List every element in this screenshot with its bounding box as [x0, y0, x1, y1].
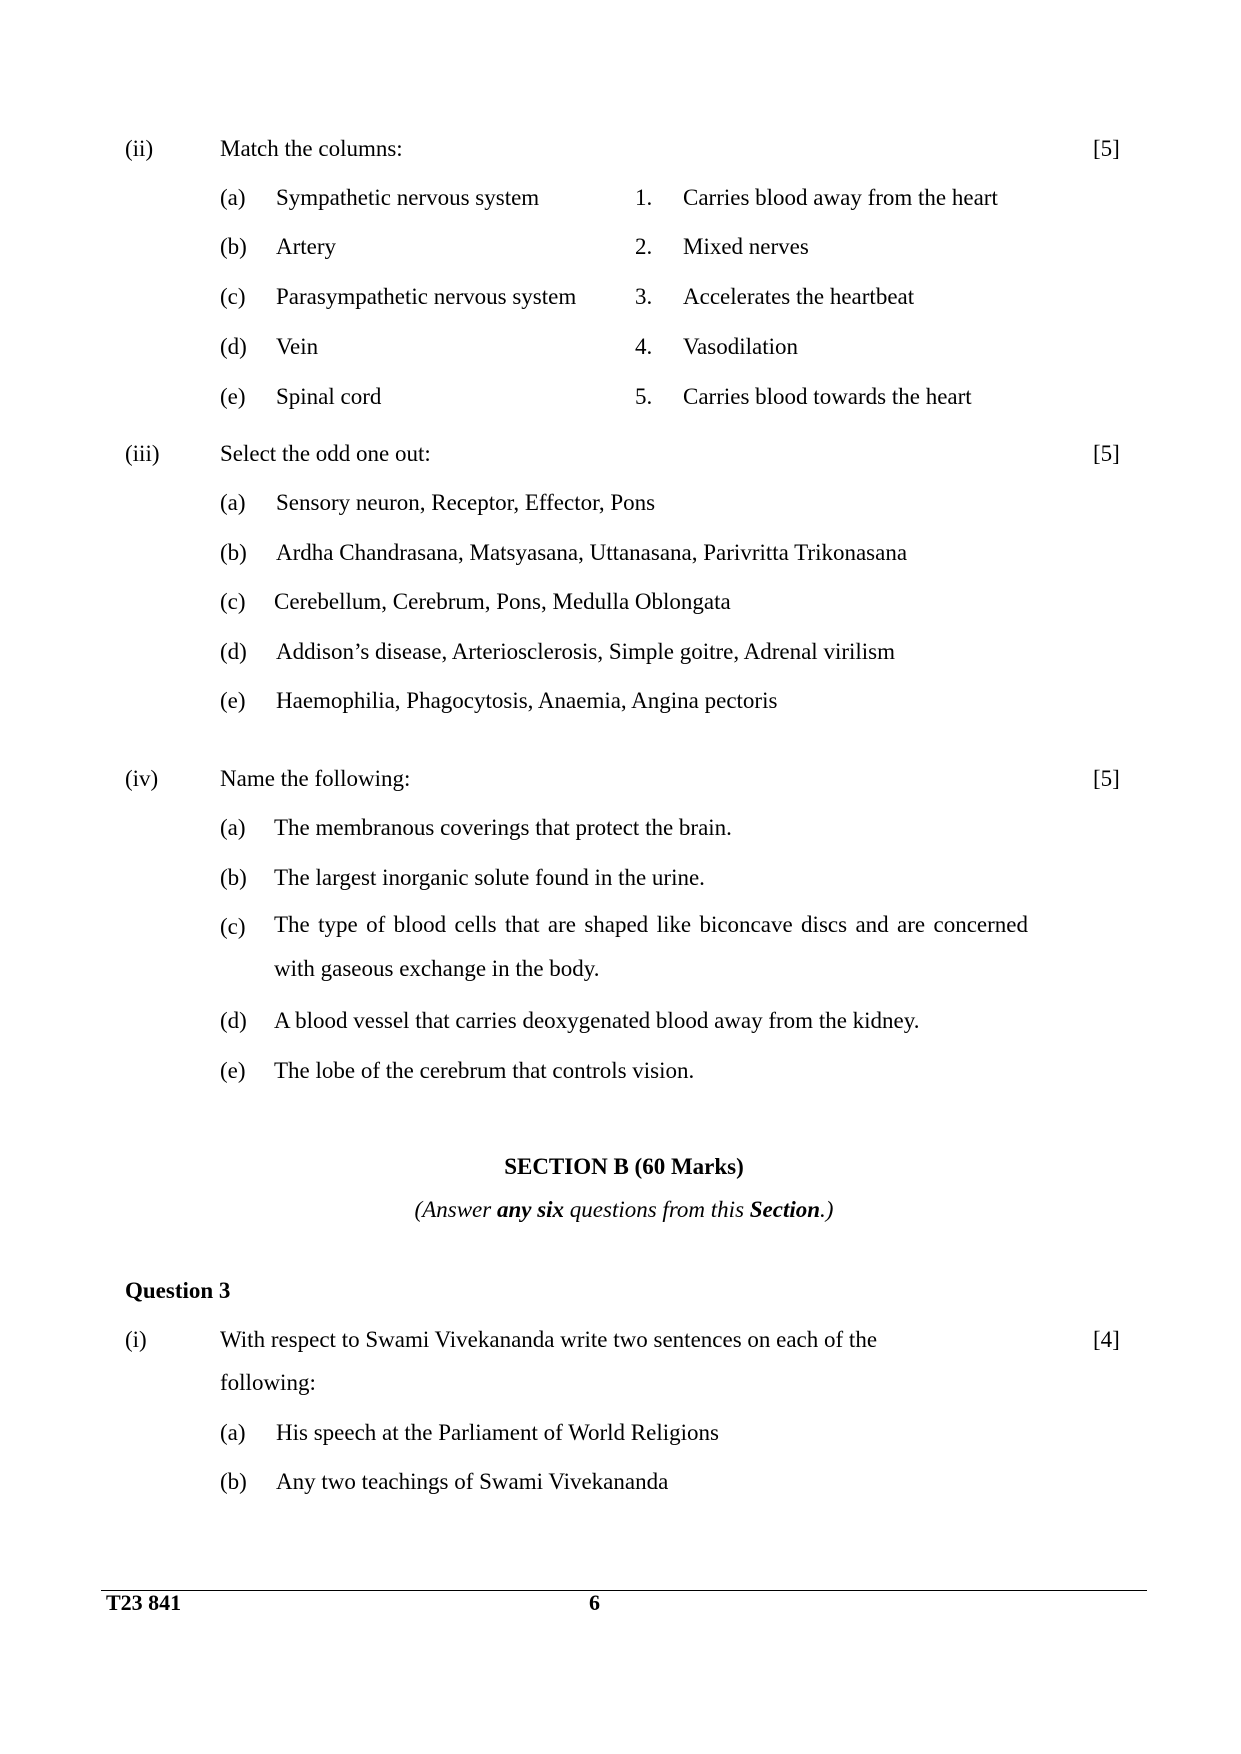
list-item: Ardha Chandrasana, Matsyasana, Uttanasana, Parivritta Trikonasana — [276, 540, 908, 565]
paper-code: T23 841 — [106, 1590, 182, 1615]
list-item: Cerebellum, Cerebrum, Pons, Medulla Oblongata — [274, 589, 731, 614]
section-title: SECTION B (60 Marks) — [504, 1154, 744, 1179]
list-item: The lobe of the cerebrum that controls vision. — [274, 1058, 695, 1083]
match-row-label: (e) — [220, 384, 246, 409]
list-item: A blood vessel that carries deoxygenated blood away from the kidney. — [274, 1008, 920, 1033]
match-right-term: Vasodilation — [683, 334, 798, 359]
part-iii-number: (iii) — [125, 441, 160, 466]
match-row-label: (a) — [220, 185, 246, 210]
list-item: The membranous coverings that protect the brain. — [274, 815, 732, 840]
list-item-label: (a) — [220, 490, 246, 515]
list-item-label: (e) — [220, 1058, 246, 1083]
list-item-label: (a) — [220, 1420, 246, 1445]
match-row-label: (d) — [220, 334, 247, 359]
page-number: 6 — [589, 1590, 600, 1615]
question-marks: [4] — [1093, 1327, 1120, 1352]
section-instruction-section-word: Section — [749, 1197, 821, 1222]
match-row-label: (b) — [220, 234, 247, 259]
list-item-label: (c) — [220, 589, 246, 614]
part-iii-stem: Select the odd one out: — [220, 441, 431, 466]
list-item-label: (b) — [220, 1469, 247, 1494]
list-item: Addison’s disease, Arteriosclerosis, Simple goitre, Adrenal virilism — [276, 639, 896, 664]
question-stem-line-2: following: — [220, 1370, 316, 1395]
list-item-label: (b) — [220, 540, 247, 565]
match-row-label: (c) — [220, 284, 246, 309]
section-instruction-emphasis: any six — [496, 1197, 565, 1222]
section-instruction — [0, 1198, 1241, 1221]
match-left-term: Artery — [276, 234, 337, 259]
list-item: Any two teachings of Swami Vivekananda — [276, 1469, 669, 1494]
part-iii-marks: [5] — [1093, 441, 1120, 466]
part-iv-number: (iv) — [125, 766, 159, 791]
part-ii-number: (ii) — [125, 136, 154, 161]
section-instruction-close: .) — [820, 1197, 834, 1222]
footer-divider — [101, 1590, 1147, 1591]
section-instruction-mid: questions from this — [564, 1197, 750, 1222]
match-left-term: Vein — [276, 334, 319, 359]
match-left-term: Parasympathetic nervous system — [276, 284, 577, 309]
match-left-term: Sympathetic nervous system — [276, 185, 540, 210]
match-left-term: Spinal cord — [276, 384, 382, 409]
list-item-label: (b) — [220, 865, 247, 890]
match-right-term: Mixed nerves — [683, 234, 809, 259]
question-part-number: (i) — [125, 1327, 147, 1352]
part-ii-marks: [5] — [1093, 136, 1120, 161]
match-right-number: 3. — [635, 284, 653, 309]
question-stem-line-1: With respect to Swami Vivekananda write two sentences on each of the — [220, 1327, 878, 1352]
part-ii-stem: Match the columns: — [220, 136, 403, 161]
match-right-number: 1. — [635, 185, 653, 210]
match-right-term: Carries blood away from the heart — [683, 185, 998, 210]
match-right-term: Accelerates the heartbeat — [683, 284, 915, 309]
match-right-term: Carries blood towards the heart — [683, 384, 972, 409]
part-iv-marks: [5] — [1093, 766, 1120, 791]
match-right-number: 4. — [635, 334, 653, 359]
list-item-label: (d) — [220, 639, 247, 664]
part-iv-stem: Name the following: — [220, 766, 411, 791]
list-item-label: (d) — [220, 1008, 247, 1033]
list-item: Sensory neuron, Receptor, Effector, Pons — [276, 490, 656, 515]
section-instruction-open: (Answer — [414, 1197, 497, 1222]
list-item: The type of blood cells that are shaped like biconcave discs and are concerned with gaseous exchange in the body. — [274, 912, 1028, 981]
match-right-number: 5. — [635, 384, 653, 409]
question-title: Question 3 — [125, 1278, 231, 1303]
list-item: Haemophilia, Phagocytosis, Anaemia, Angina pectoris — [276, 688, 778, 713]
match-right-number: 2. — [635, 234, 653, 259]
list-item: The largest inorganic solute found in the urine. — [274, 865, 705, 890]
list-item-label: (c) — [220, 914, 246, 939]
list-item-label: (e) — [220, 688, 246, 713]
list-item-label: (a) — [220, 815, 246, 840]
list-item: His speech at the Parliament of World Religions — [276, 1420, 719, 1445]
